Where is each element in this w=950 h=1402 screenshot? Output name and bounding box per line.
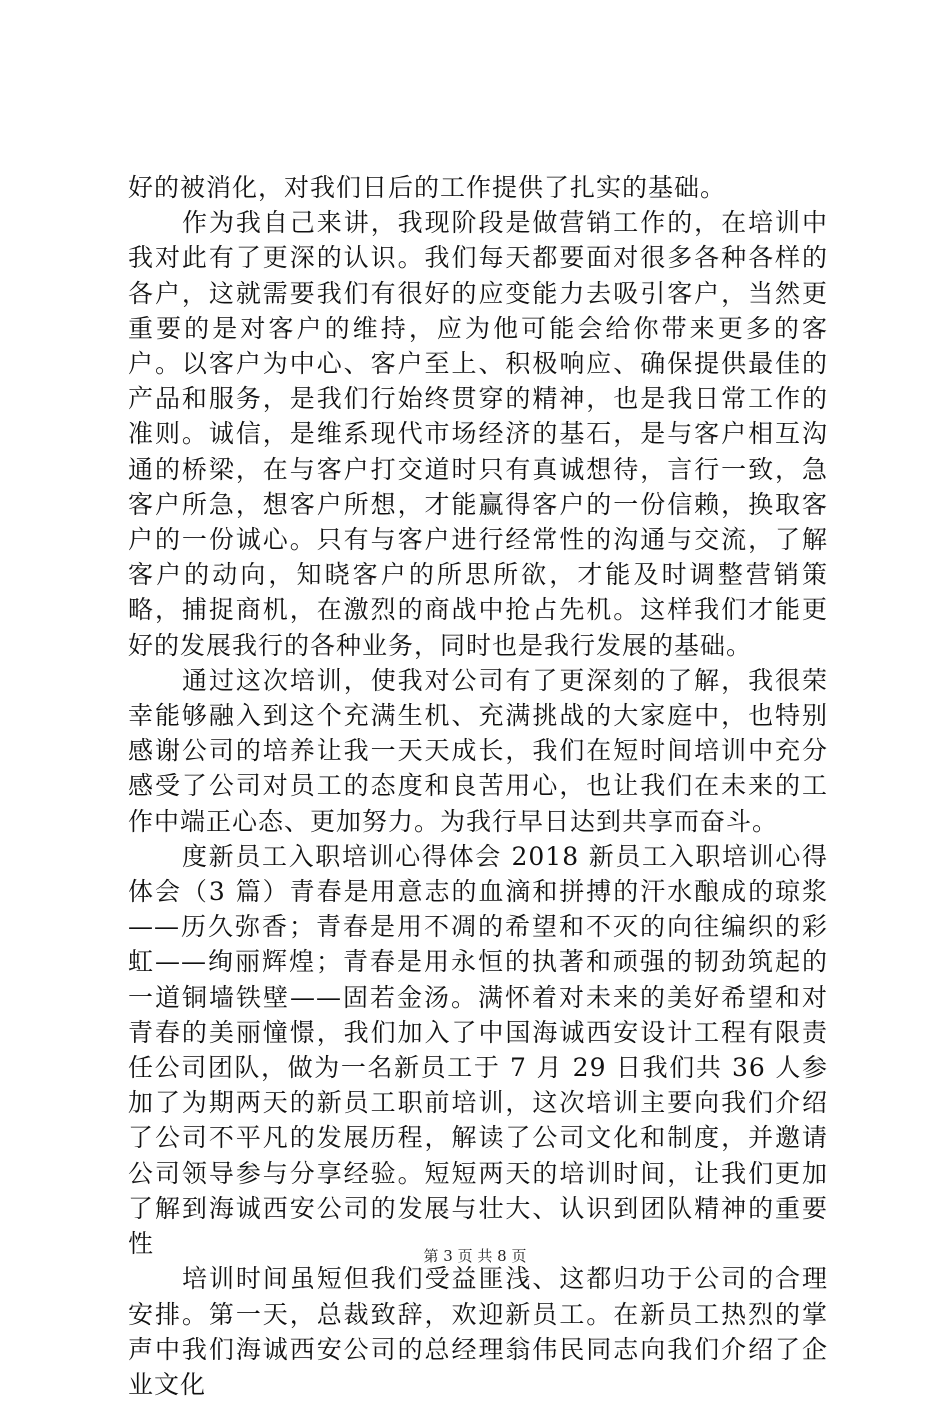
paragraph-continuation: 好的被消化，对我们日后的工作提供了扎实的基础。 (128, 173, 727, 202)
page-number-footer: 第 3 页 共 8 页 (423, 1247, 527, 1265)
paragraph-training-gratitude: 通过这次培训，使我对公司有了更深刻的了解，我很荣幸能够融入到这个充满生机、充满挑战的大家庭中，也特别感谢公司的培养让我一天天成长，我们在短时间培训中充分感受了公司对员工的态度和良苦用心，也让我们在未来的工作中端正心态、更加努力。为我行早日达到共享而奋斗。 (128, 665, 828, 836)
paragraph-marketing-work: 作为我自己来讲，我现阶段是做营销工作的，在培训中我对此有了更深的认识。我们每天都要面对很多各种各样的各户，这就需要我们有很好的应变能力去吸引客户，当然更重要的是对客户的维持，应为他可能会给你带来更多的客户。以客户为中心、客户至上、积极响应、确保提供最佳的产品和服务，是我们行始终贯穿的精神，也是我日常工作的准则。诚信，是维系现代市场经济的基石，是与客户相互沟通的桥梁，在与客户打交道时只有真诚想待，言行一致，急客户所急，想客户所想，才能赢得客户的一份信赖，换取客户的一份诚心。只有与客户进行经常性的沟通与交流，了解客户的动向，知晓客户的所思所欲，才能及时调整营销策略，捕捉商机，在激烈的商战中抢占先机。这样我们才能更好的发展我行的各种业务，同时也是我行发展的基础。 (128, 208, 828, 660)
paragraph-training-arrangement: 培训时间虽短但我们受益匪浅、这都归功于公司的合理安排。第一天，总裁致辞，欢迎新员工。在新员工热烈的掌声中我们海诚西安公司的总经理翁伟民同志向我们介绍了企业文化 (128, 1264, 828, 1399)
document-body (128, 170, 828, 1402)
paragraph-new-employee-training: 度新员工入职培训心得体会 2018 新员工入职培训心得体会（3 篇）青春是用意志的血滴和拼搏的汗水酿成的琼浆——历久弥香；青春是用不凋的希望和不灭的向往编织的彩虹——绚丽辉煌；青春是用永恒的执著和顽强的韧劲筑起的一道铜墙铁壁——固若金汤。满怀着对未来的美好希望和对青春的美丽憧憬，我们加入了中国海诚西安设计工程有限责任公司团队，做为一名新员工于 7 月 29 日我们共 36 人参加了为期两天的新员工职前培训，这次培训主要向我们介绍了公司不平凡的发展历程，解读了公司文化和制度，并邀请公司领导参与分享经验。短短两天的培训时间，让我们更加了解到海诚西安公司的发展与壮大、认识到团队精神的重要性 (128, 841, 828, 1259)
